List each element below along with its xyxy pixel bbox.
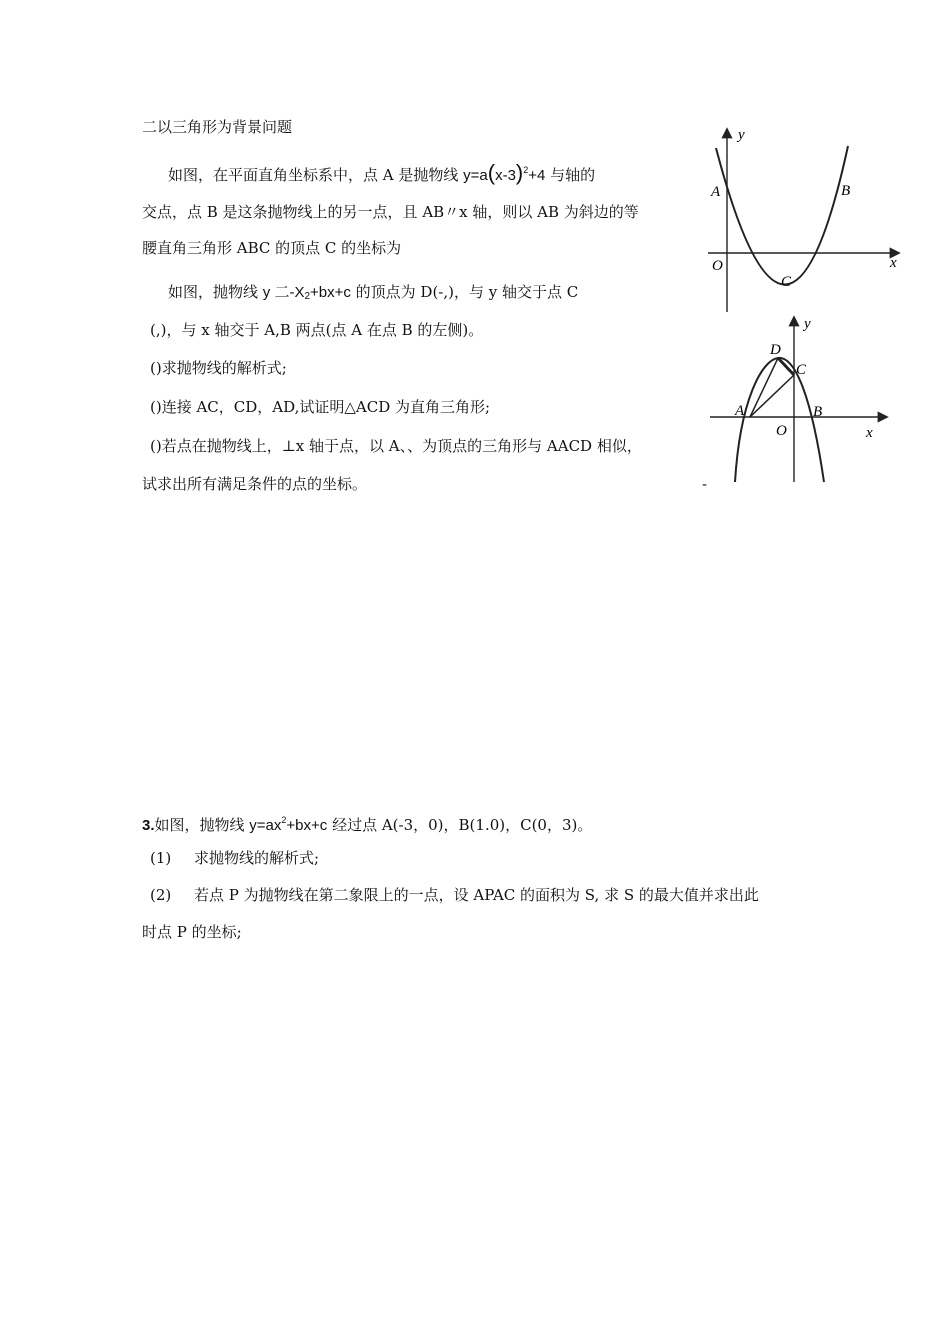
problem2-line6: 试求出所有满足条件的点的坐标。: [142, 475, 368, 493]
problem3-equation: [249, 817, 327, 834]
problem2-line1: [168, 282, 578, 307]
problem2-line2: (,)，与 x 轴交于 A,B 两点(点 A 在点 B 的左侧)。: [150, 321, 484, 339]
problem2-line4: ()连接 AC，CD，AD,试证明△ACD 为直角三角形;: [150, 398, 491, 416]
problem2-line5: ()若点在抛物线上，⊥x 轴于点，以 A、、为顶点的三角形与 AACD 相似，: [150, 437, 642, 455]
problem2-line1-suffix: 的顶点为 D(-,)，与 y 轴交于点 C: [350, 283, 579, 301]
problem3-line1-prefix: 如图，抛物线: [154, 816, 250, 834]
eq-a: y 二-X: [262, 284, 305, 301]
y-axis-label: y: [804, 316, 811, 332]
point-d-label: D: [770, 342, 781, 358]
eq-b: +bx+c: [286, 817, 328, 834]
problem3-item2-continued: 时点 P 的坐标;: [142, 923, 242, 941]
problem1-line2: 交点，点 B 是这条抛物线上的另一点，且 AB〃x 轴，则以 AB 为斜边的等: [142, 203, 639, 221]
x-axis-label: x: [890, 255, 897, 271]
problem3-item2-text: 若点 P 为抛物线在第二象限上的一点，设 APAC 的面积为 S, 求 S 的最大值并求出此: [194, 886, 759, 904]
point-b-label: B: [813, 404, 823, 420]
eq-y: y=a: [463, 167, 488, 184]
problem1-line1: [168, 160, 595, 186]
problem3-line1-suffix: 经过点 A(-3，0)，B(1.0)，C(0，3)。: [327, 816, 593, 834]
x-axis-label: x: [866, 425, 873, 441]
eq-sub: 2: [304, 291, 311, 302]
eq-sup: 2: [523, 165, 529, 175]
stray-dash: -: [702, 475, 708, 493]
problem2-line3: ()求抛物线的解析式;: [150, 359, 287, 377]
problem3-number: 3.: [142, 817, 155, 834]
problem1-line3: 腰直角三角形 ABC 的顶点 C 的坐标为: [142, 239, 402, 257]
problem2-equation: [263, 284, 351, 301]
figure2-parabola-triangle-graph: [700, 310, 900, 490]
eq-tail: +4: [528, 167, 546, 184]
problem2-line1-prefix: 如图，抛物线: [168, 283, 263, 301]
problem3-line1: [142, 810, 592, 836]
point-a-label: A: [711, 184, 721, 200]
origin-label: O: [712, 258, 723, 274]
eq-lparen: (: [487, 160, 496, 185]
figure1-parabola-graph: [700, 120, 910, 315]
eq-inner: x-3: [495, 167, 516, 184]
eq-rparen: ): [515, 160, 524, 185]
problem1-line1-prefix: 如图，在平面直角坐标系中，点 A 是抛物线: [168, 166, 464, 184]
problem1-line1-suffix: 与轴的: [545, 166, 596, 184]
parabola-curve: [716, 146, 851, 285]
section-title: 二以三角形为背景问题: [142, 118, 293, 136]
point-a-label: A: [735, 403, 745, 419]
origin-label: O: [776, 423, 787, 439]
eq-b: +bx+c: [310, 284, 351, 301]
point-c-label: C: [781, 274, 792, 290]
y-axis-label: y: [738, 127, 745, 143]
problem3-item2-number: (2): [150, 886, 172, 904]
eq-sup: 2: [281, 815, 287, 825]
eq-a: y=ax: [249, 817, 282, 834]
problem3-item1-number: (1): [150, 849, 172, 867]
point-b-label: B: [841, 183, 851, 199]
point-c-label: C: [796, 362, 807, 378]
problem1-equation: [463, 160, 546, 185]
parabola-curve: [735, 358, 824, 482]
problem3-item1-text: 求抛物线的解析式;: [194, 849, 320, 867]
